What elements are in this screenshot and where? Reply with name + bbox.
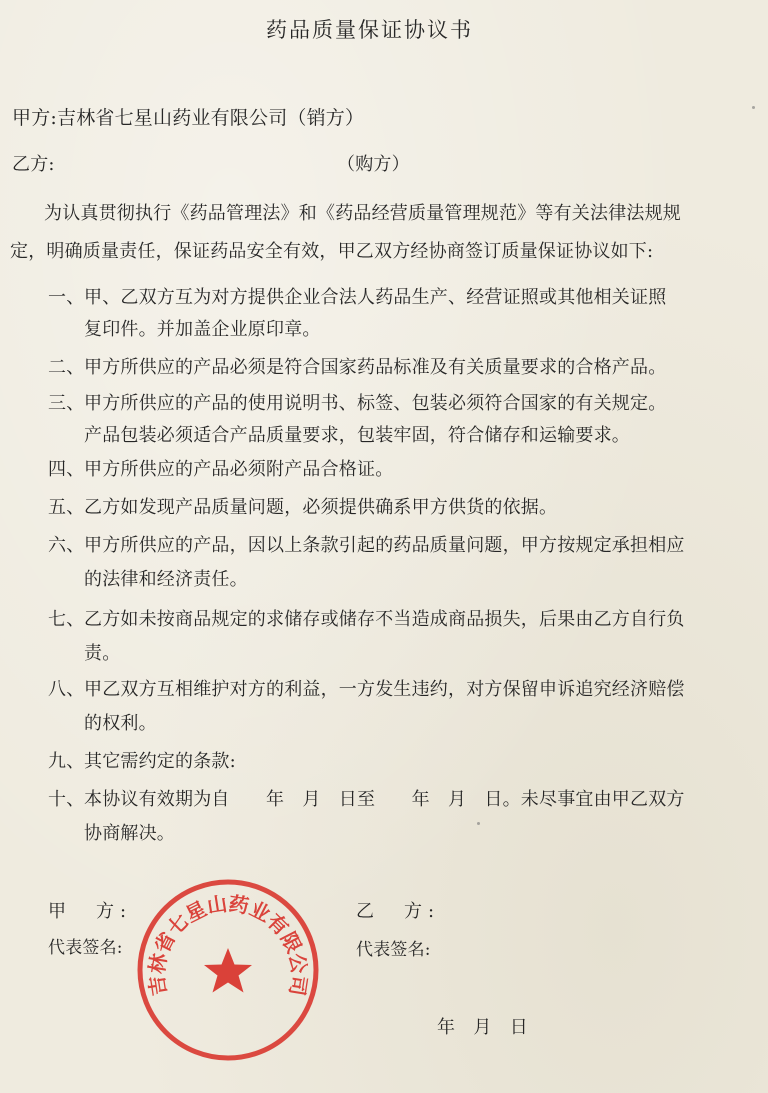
clause-text-continued: 复印件。并加盖企业原印章。 xyxy=(84,319,321,340)
clause-text-continued: 责。 xyxy=(84,643,121,664)
party-b-role: （购方） xyxy=(337,154,410,175)
document-title: 药品质量保证协议书 xyxy=(266,18,473,42)
party-b-representative-label: 代表签名: xyxy=(356,940,431,960)
clause-text: 甲方所供应的产品的使用说明书、标签、包装必须符合国家的有关规定。 xyxy=(84,393,667,414)
clause-text: 乙方如未按商品规定的求储存或储存不当造成商品损失，后果由乙方自行负 xyxy=(84,609,685,630)
party-b-signature-label: 乙 方: xyxy=(356,901,441,922)
svg-text:吉林省七星山药业有限公司: 吉林省七星山药业有限公司 xyxy=(144,891,312,998)
clause-number: 九、 xyxy=(48,751,85,772)
party-a-line: 甲方:吉林省七星山药业有限公司（销方） xyxy=(12,107,365,129)
clause-text: 甲、乙双方互为对方提供企业合法人药品生产、经营证照或其他相关证照 xyxy=(84,287,667,308)
clause-number: 三、 xyxy=(48,393,85,414)
clause-text-continued: 的法律和经济责任。 xyxy=(84,569,248,590)
clause-text: 本协议有效期为自 年 月 日至 年 月 日。未尽事宜由甲乙双方 xyxy=(84,789,685,810)
clause-text: 乙方如发现产品质量问题，必须提供确系甲方供货的依据。 xyxy=(84,497,558,518)
clause-text: 甲方所供应的产品，因以上条款引起的药品质量问题，甲方按规定承担相应 xyxy=(84,535,685,556)
party-b-label: 乙方: xyxy=(12,154,55,175)
clause-text: 甲乙双方互相维护对方的利益，一方发生违约，对方保留申诉追究经济赔偿 xyxy=(84,679,685,700)
clause-number: 一、 xyxy=(48,287,85,308)
party-a-representative-label: 代表签名: xyxy=(48,938,123,958)
clause-number: 八、 xyxy=(48,679,85,700)
clause-text-continued: 协商解决。 xyxy=(84,823,175,844)
party-a-signature-label: 甲 方: xyxy=(48,901,133,922)
clause-number: 六、 xyxy=(48,535,85,556)
signing-date-line: 年 月 日 xyxy=(437,1017,528,1038)
preamble-line-1: 为认真贯彻执行《药品管理法》和《药品经营质量管理规范》等有关法律法规规 xyxy=(44,203,681,224)
clause-number: 五、 xyxy=(48,497,85,518)
preamble-line-2: 定，明确质量责任，保证药品安全有效，甲乙双方经协商签订质量保证协议如下: xyxy=(10,241,654,262)
clause-text: 其它需约定的条款: xyxy=(84,751,236,772)
clause-number: 二、 xyxy=(48,357,85,378)
clause-number: 十、 xyxy=(48,789,85,810)
clause-text: 甲方所供应的产品必须附产品合格证。 xyxy=(84,459,394,480)
clause-text: 甲方所供应的产品必须是符合国家药品标准及有关质量要求的合格产品。 xyxy=(84,357,667,378)
clause-text-continued: 的权利。 xyxy=(84,713,157,734)
clause-text-continued: 产品包装必须适合产品质量要求，包装牢固，符合储存和运输要求。 xyxy=(84,425,630,446)
clause-number: 七、 xyxy=(48,609,85,630)
company-seal-stamp xyxy=(134,876,322,1064)
clause-number: 四、 xyxy=(48,459,85,480)
